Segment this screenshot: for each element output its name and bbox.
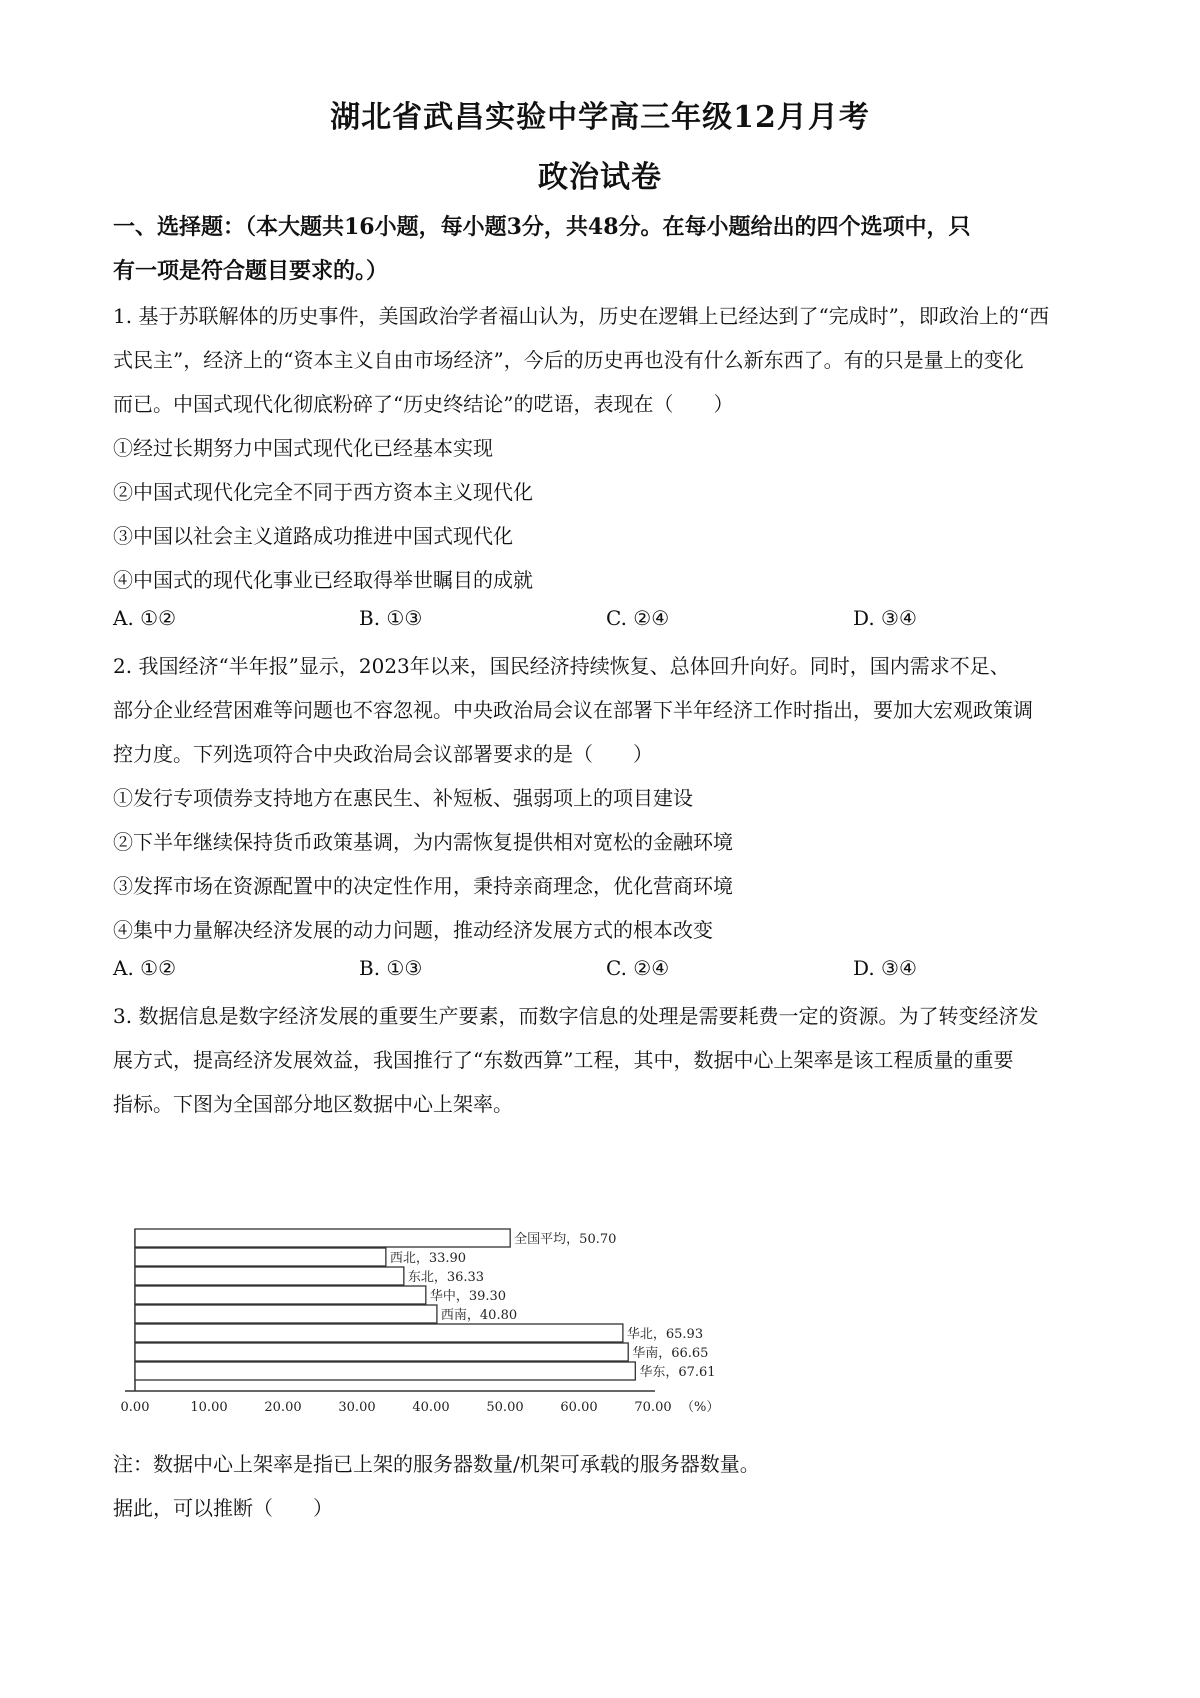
x-tick-label-1: 0.00	[120, 1400, 150, 1415]
q1-stem-line-2: 式民主”，经济上的“资本主义自由市场经济”，今后的历史再也没有什么新东西了。有的只是量上的变化	[113, 348, 1024, 372]
bar-6	[135, 1324, 623, 1342]
q1-item-3: ③中国以社会主义道路成功推进中国式现代化	[113, 524, 513, 548]
bar-label-1: 全国平均，50.70	[514, 1232, 617, 1247]
q3-stem-line-1: 3. 数据信息是数字经济发展的重要生产要素，而数字信息的处理是需要耗费一定的资源。为了转变经济发	[113, 1004, 1039, 1028]
q2-option-c: C. ②④	[606, 956, 670, 980]
q2-item-3: ③发挥市场在资源配置中的决定性作用，秉持亲商理念，优化营商环境	[113, 874, 733, 898]
q1-option-c: C. ②④	[606, 606, 670, 630]
bar-label-2: 西北，33.90	[389, 1251, 467, 1266]
x-tick-label-2: 10.00	[190, 1400, 228, 1415]
page-title: 湖北省武昌实验中学高三年级12月月考	[330, 100, 870, 135]
data-center-rack-rate-chart	[105, 1225, 765, 1440]
bar-5	[135, 1305, 437, 1323]
bar-label-4: 华中，39.30	[429, 1289, 507, 1304]
q2-option-a: A. ①②	[113, 956, 177, 980]
x-tick-label-6: 50.00	[486, 1400, 524, 1415]
q1-stem-line-1: 1. 基于苏联解体的历史事件，美国政治学者福山认为，历史在逻辑上已经达到了“完成时”，即政治上的“西	[113, 304, 1050, 328]
bar-4	[135, 1286, 426, 1304]
q3-note: 注：数据中心上架率是指已上架的服务器数量/机架可承载的服务器数量。	[113, 1452, 760, 1476]
bar-label-3: 东北，36.33	[407, 1270, 485, 1285]
q1-option-a: A. ①②	[113, 606, 177, 630]
q1-item-4: ④中国式的现代化事业已经取得举世瞩目的成就	[113, 568, 533, 592]
bar-1	[135, 1229, 510, 1247]
section-instructions-line-2: 有一项是符合题目要求的。）	[113, 258, 389, 284]
q1-option-d: D. ③④	[853, 606, 917, 630]
bar-7	[135, 1343, 628, 1361]
q2-item-2: ②下半年继续保持货币政策基调，为内需恢复提供相对宽松的金融环境	[113, 830, 733, 854]
q3-stem-line-3: 指标。下图为全国部分地区数据中心上架率。	[113, 1092, 513, 1116]
q3-prompt: 据此，可以推断（ ）	[113, 1496, 333, 1520]
q2-option-b: B. ①③	[359, 956, 423, 980]
q2-item-1: ①发行专项债券支持地方在惠民生、补短板、强弱项上的项目建设	[113, 786, 693, 810]
q2-stem-line-2: 部分企业经营困难等问题也不容忽视。中央政治局会议在部署下半年经济工作时指出，要加大宏观政策调	[113, 698, 1033, 722]
q2-item-4: ④集中力量解决经济发展的动力问题，推动经济发展方式的根本改变	[113, 918, 713, 942]
bar-3	[135, 1267, 404, 1285]
q2-stem-line-3: 控力度。下列选项符合中央政治局会议部署要求的是（ ）	[113, 742, 653, 766]
q1-item-2: ②中国式现代化完全不同于西方资本主义现代化	[113, 480, 533, 504]
q2-stem-line-1: 2. 我国经济“半年报”显示，2023年以来，国民经济持续恢复、总体回升向好。同时，国内需求不足、	[113, 654, 1010, 678]
q3-stem-line-2: 展方式，提高经济发展效益，我国推行了“东数西算”工程，其中，数据中心上架率是该工程质量的重要	[113, 1048, 1014, 1072]
bar-label-6: 华北，65.93	[626, 1327, 704, 1342]
bar-label-5: 西南，40.80	[440, 1308, 518, 1323]
bar-2	[135, 1248, 386, 1266]
bar-8	[135, 1362, 635, 1380]
x-tick-label-4: 30.00	[338, 1400, 376, 1415]
bar-label-8: 华东，67.61	[639, 1365, 716, 1380]
bar-label-7: 华南，66.65	[632, 1346, 709, 1361]
page-subtitle: 政治试卷	[538, 160, 662, 195]
section-instructions-line-1: 一、选择题：（本大题共16小题，每小题3分，共48分。在每小题给出的四个选项中，只	[113, 214, 971, 240]
x-tick-label-3: 20.00	[264, 1400, 302, 1415]
x-tick-label-7: 60.00	[560, 1400, 598, 1415]
q1-option-b: B. ①③	[359, 606, 423, 630]
x-axis-unit: （%）	[681, 1400, 720, 1415]
x-tick-label-5: 40.00	[412, 1400, 450, 1415]
q1-item-1: ①经过长期努力中国式现代化已经基本实现	[113, 436, 493, 460]
q2-option-d: D. ③④	[853, 956, 917, 980]
q1-stem-line-3: 而已。中国式现代化彻底粉碎了“历史终结论”的呓语，表现在（ ）	[113, 392, 734, 416]
x-tick-label-8: 70.00	[634, 1400, 672, 1415]
